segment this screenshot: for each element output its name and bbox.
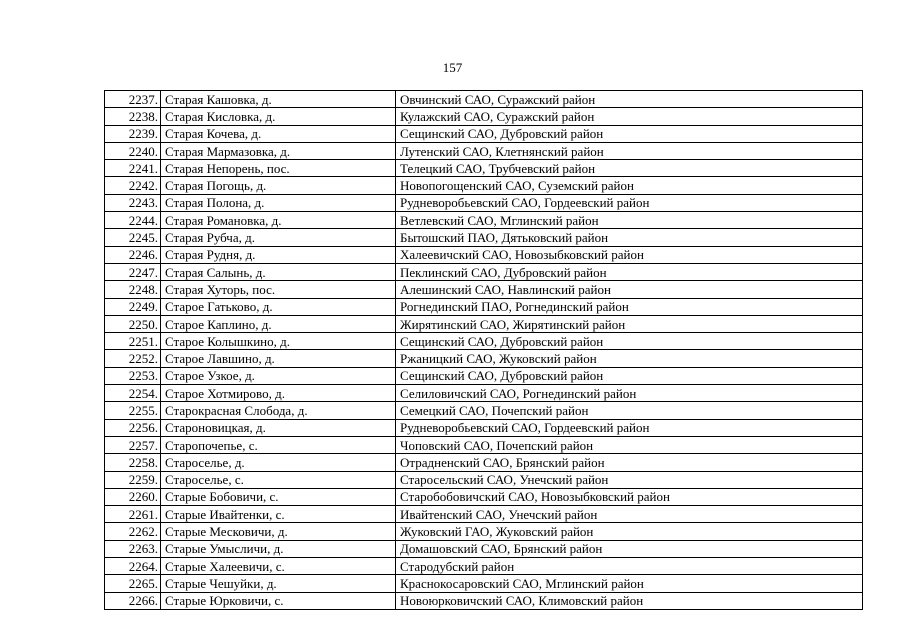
row-number-cell: 2266. — [105, 592, 161, 609]
settlement-name-cell: Старые Месковичи, д. — [161, 523, 396, 540]
administrative-area-cell: Сещинский САО, Дубровский район — [396, 367, 863, 384]
settlement-name-cell: Старые Умысличи, д. — [161, 540, 396, 557]
administrative-area-cell: Старосельский САО, Унечский район — [396, 471, 863, 488]
administrative-area-cell: Сещинский САО, Дубровский район — [396, 333, 863, 350]
table-row — [105, 488, 863, 505]
row-number-cell: 2249. — [105, 298, 161, 315]
table-row — [105, 281, 863, 298]
settlement-name-cell: Старые Ивайтенки, с. — [161, 506, 396, 523]
settlement-name-cell: Старые Бобовичи, с. — [161, 488, 396, 505]
table-row — [105, 436, 863, 453]
row-number-cell: 2239. — [105, 125, 161, 142]
settlement-name-cell: Старая Погощь, д. — [161, 177, 396, 194]
settlement-name-cell: Старая Мармазовка, д. — [161, 142, 396, 159]
administrative-area-cell: Рудневоробьевский САО, Гордеевский район — [396, 194, 863, 211]
administrative-area-cell: Новоюрковичский САО, Климовский район — [396, 592, 863, 609]
administrative-area-cell: Бытошский ПАО, Дятьковский район — [396, 229, 863, 246]
settlement-name-cell: Старое Лавшино, д. — [161, 350, 396, 367]
row-number-cell: 2246. — [105, 246, 161, 263]
row-number-cell: 2251. — [105, 333, 161, 350]
table-row — [105, 419, 863, 436]
table-row — [105, 229, 863, 246]
settlement-name-cell: Старокрасная Слобода, д. — [161, 402, 396, 419]
administrative-area-cell: Рогнединский ПАО, Рогнединский район — [396, 298, 863, 315]
row-number-cell: 2252. — [105, 350, 161, 367]
table-row — [105, 263, 863, 280]
settlement-name-cell: Старое Хотмирово, д. — [161, 385, 396, 402]
settlement-name-cell: Старые Чешуйки, д. — [161, 575, 396, 592]
table-row — [105, 315, 863, 332]
table-row — [105, 142, 863, 159]
settlement-name-cell: Староселье, д. — [161, 454, 396, 471]
administrative-area-cell: Рудневоробьевский САО, Гордеевский район — [396, 419, 863, 436]
administrative-area-cell: Стародубский район — [396, 558, 863, 575]
settlement-name-cell: Староселье, с. — [161, 471, 396, 488]
administrative-area-cell: Новопогощенский САО, Суземский район — [396, 177, 863, 194]
administrative-area-cell: Пеклинский САО, Дубровский район — [396, 263, 863, 280]
administrative-area-cell: Семецкий САО, Почепский район — [396, 402, 863, 419]
row-number-cell: 2259. — [105, 471, 161, 488]
administrative-area-cell: Лутенский САО, Клетнянский район — [396, 142, 863, 159]
row-number-cell: 2260. — [105, 488, 161, 505]
row-number-cell: 2258. — [105, 454, 161, 471]
administrative-area-cell: Алешинский САО, Навлинский район — [396, 281, 863, 298]
administrative-area-cell: Кулажский САО, Суражский район — [396, 108, 863, 125]
row-number-cell: 2257. — [105, 436, 161, 453]
row-number-cell: 2245. — [105, 229, 161, 246]
row-number-cell: 2243. — [105, 194, 161, 211]
table-row — [105, 506, 863, 523]
table-row — [105, 575, 863, 592]
row-number-cell: 2250. — [105, 315, 161, 332]
row-number-cell: 2264. — [105, 558, 161, 575]
row-number-cell: 2265. — [105, 575, 161, 592]
table-row — [105, 125, 863, 142]
row-number-cell: 2238. — [105, 108, 161, 125]
settlement-name-cell: Старая Кисловка, д. — [161, 108, 396, 125]
table-row — [105, 367, 863, 384]
row-number-cell: 2240. — [105, 142, 161, 159]
administrative-area-cell: Халеевичский САО, Новозыбковский район — [396, 246, 863, 263]
settlement-name-cell: Старое Каплино, д. — [161, 315, 396, 332]
row-number-cell: 2263. — [105, 540, 161, 557]
administrative-area-cell: Селиловичский САО, Рогнединский район — [396, 385, 863, 402]
table-row — [105, 212, 863, 229]
table-row — [105, 592, 863, 609]
table-row — [105, 350, 863, 367]
settlement-name-cell: Старая Хуторь, пос. — [161, 281, 396, 298]
settlement-name-cell: Старая Непорень, пос. — [161, 160, 396, 177]
row-number-cell: 2261. — [105, 506, 161, 523]
table-row — [105, 194, 863, 211]
settlement-name-cell: Старые Халеевичи, с. — [161, 558, 396, 575]
row-number-cell: 2244. — [105, 212, 161, 229]
row-number-cell: 2247. — [105, 263, 161, 280]
row-number-cell: 2248. — [105, 281, 161, 298]
row-number-cell: 2256. — [105, 419, 161, 436]
settlements-table-body — [105, 91, 863, 610]
row-number-cell: 2237. — [105, 91, 161, 108]
settlement-name-cell: Старая Кочева, д. — [161, 125, 396, 142]
administrative-area-cell: Овчинский САО, Суражский район — [396, 91, 863, 108]
table-row — [105, 402, 863, 419]
row-number-cell: 2242. — [105, 177, 161, 194]
settlement-name-cell: Старая Салынь, д. — [161, 263, 396, 280]
settlement-name-cell: Старое Узкое, д. — [161, 367, 396, 384]
row-number-cell: 2241. — [105, 160, 161, 177]
administrative-area-cell: Домашовский САО, Брянский район — [396, 540, 863, 557]
row-number-cell: 2253. — [105, 367, 161, 384]
table-row — [105, 177, 863, 194]
table-row — [105, 333, 863, 350]
settlement-name-cell: Старая Романовка, д. — [161, 212, 396, 229]
administrative-area-cell: Старобобовичский САО, Новозыбковский район — [396, 488, 863, 505]
table-row — [105, 108, 863, 125]
settlement-name-cell: Старая Кашовка, д. — [161, 91, 396, 108]
settlement-name-cell: Старая Рубча, д. — [161, 229, 396, 246]
table-row — [105, 298, 863, 315]
settlement-name-cell: Старое Гатьково, д. — [161, 298, 396, 315]
administrative-area-cell: Краснокосаровский САО, Мглинский район — [396, 575, 863, 592]
table-row — [105, 91, 863, 108]
table-row — [105, 540, 863, 557]
administrative-area-cell: Ветлевский САО, Мглинский район — [396, 212, 863, 229]
administrative-area-cell: Ивайтенский САО, Унечский район — [396, 506, 863, 523]
table-row — [105, 160, 863, 177]
settlement-name-cell: Старое Колышкино, д. — [161, 333, 396, 350]
table-row — [105, 471, 863, 488]
settlement-name-cell: Старопочепье, с. — [161, 436, 396, 453]
page-number: 157 — [442, 60, 463, 75]
administrative-area-cell: Сещинский САО, Дубровский район — [396, 125, 863, 142]
settlement-name-cell: Староновицкая, д. — [161, 419, 396, 436]
table-row — [105, 454, 863, 471]
table-row — [105, 385, 863, 402]
administrative-area-cell: Ржаницкий САО, Жуковский район — [396, 350, 863, 367]
row-number-cell: 2262. — [105, 523, 161, 540]
administrative-area-cell: Чоповский САО, Почепский район — [396, 436, 863, 453]
table-row — [105, 523, 863, 540]
row-number-cell: 2254. — [105, 385, 161, 402]
administrative-area-cell: Отрадненский САО, Брянский район — [396, 454, 863, 471]
table-row — [105, 558, 863, 575]
administrative-area-cell: Телецкий САО, Трубчевский район — [396, 160, 863, 177]
settlement-name-cell: Старая Полона, д. — [161, 194, 396, 211]
row-number-cell: 2255. — [105, 402, 161, 419]
settlement-name-cell: Старые Юрковичи, с. — [161, 592, 396, 609]
administrative-area-cell: Жуковский ГАО, Жуковский район — [396, 523, 863, 540]
administrative-area-cell: Жирятинский САО, Жирятинский район — [396, 315, 863, 332]
table-row — [105, 246, 863, 263]
settlements-table — [104, 90, 863, 610]
settlement-name-cell: Старая Рудня, д. — [161, 246, 396, 263]
